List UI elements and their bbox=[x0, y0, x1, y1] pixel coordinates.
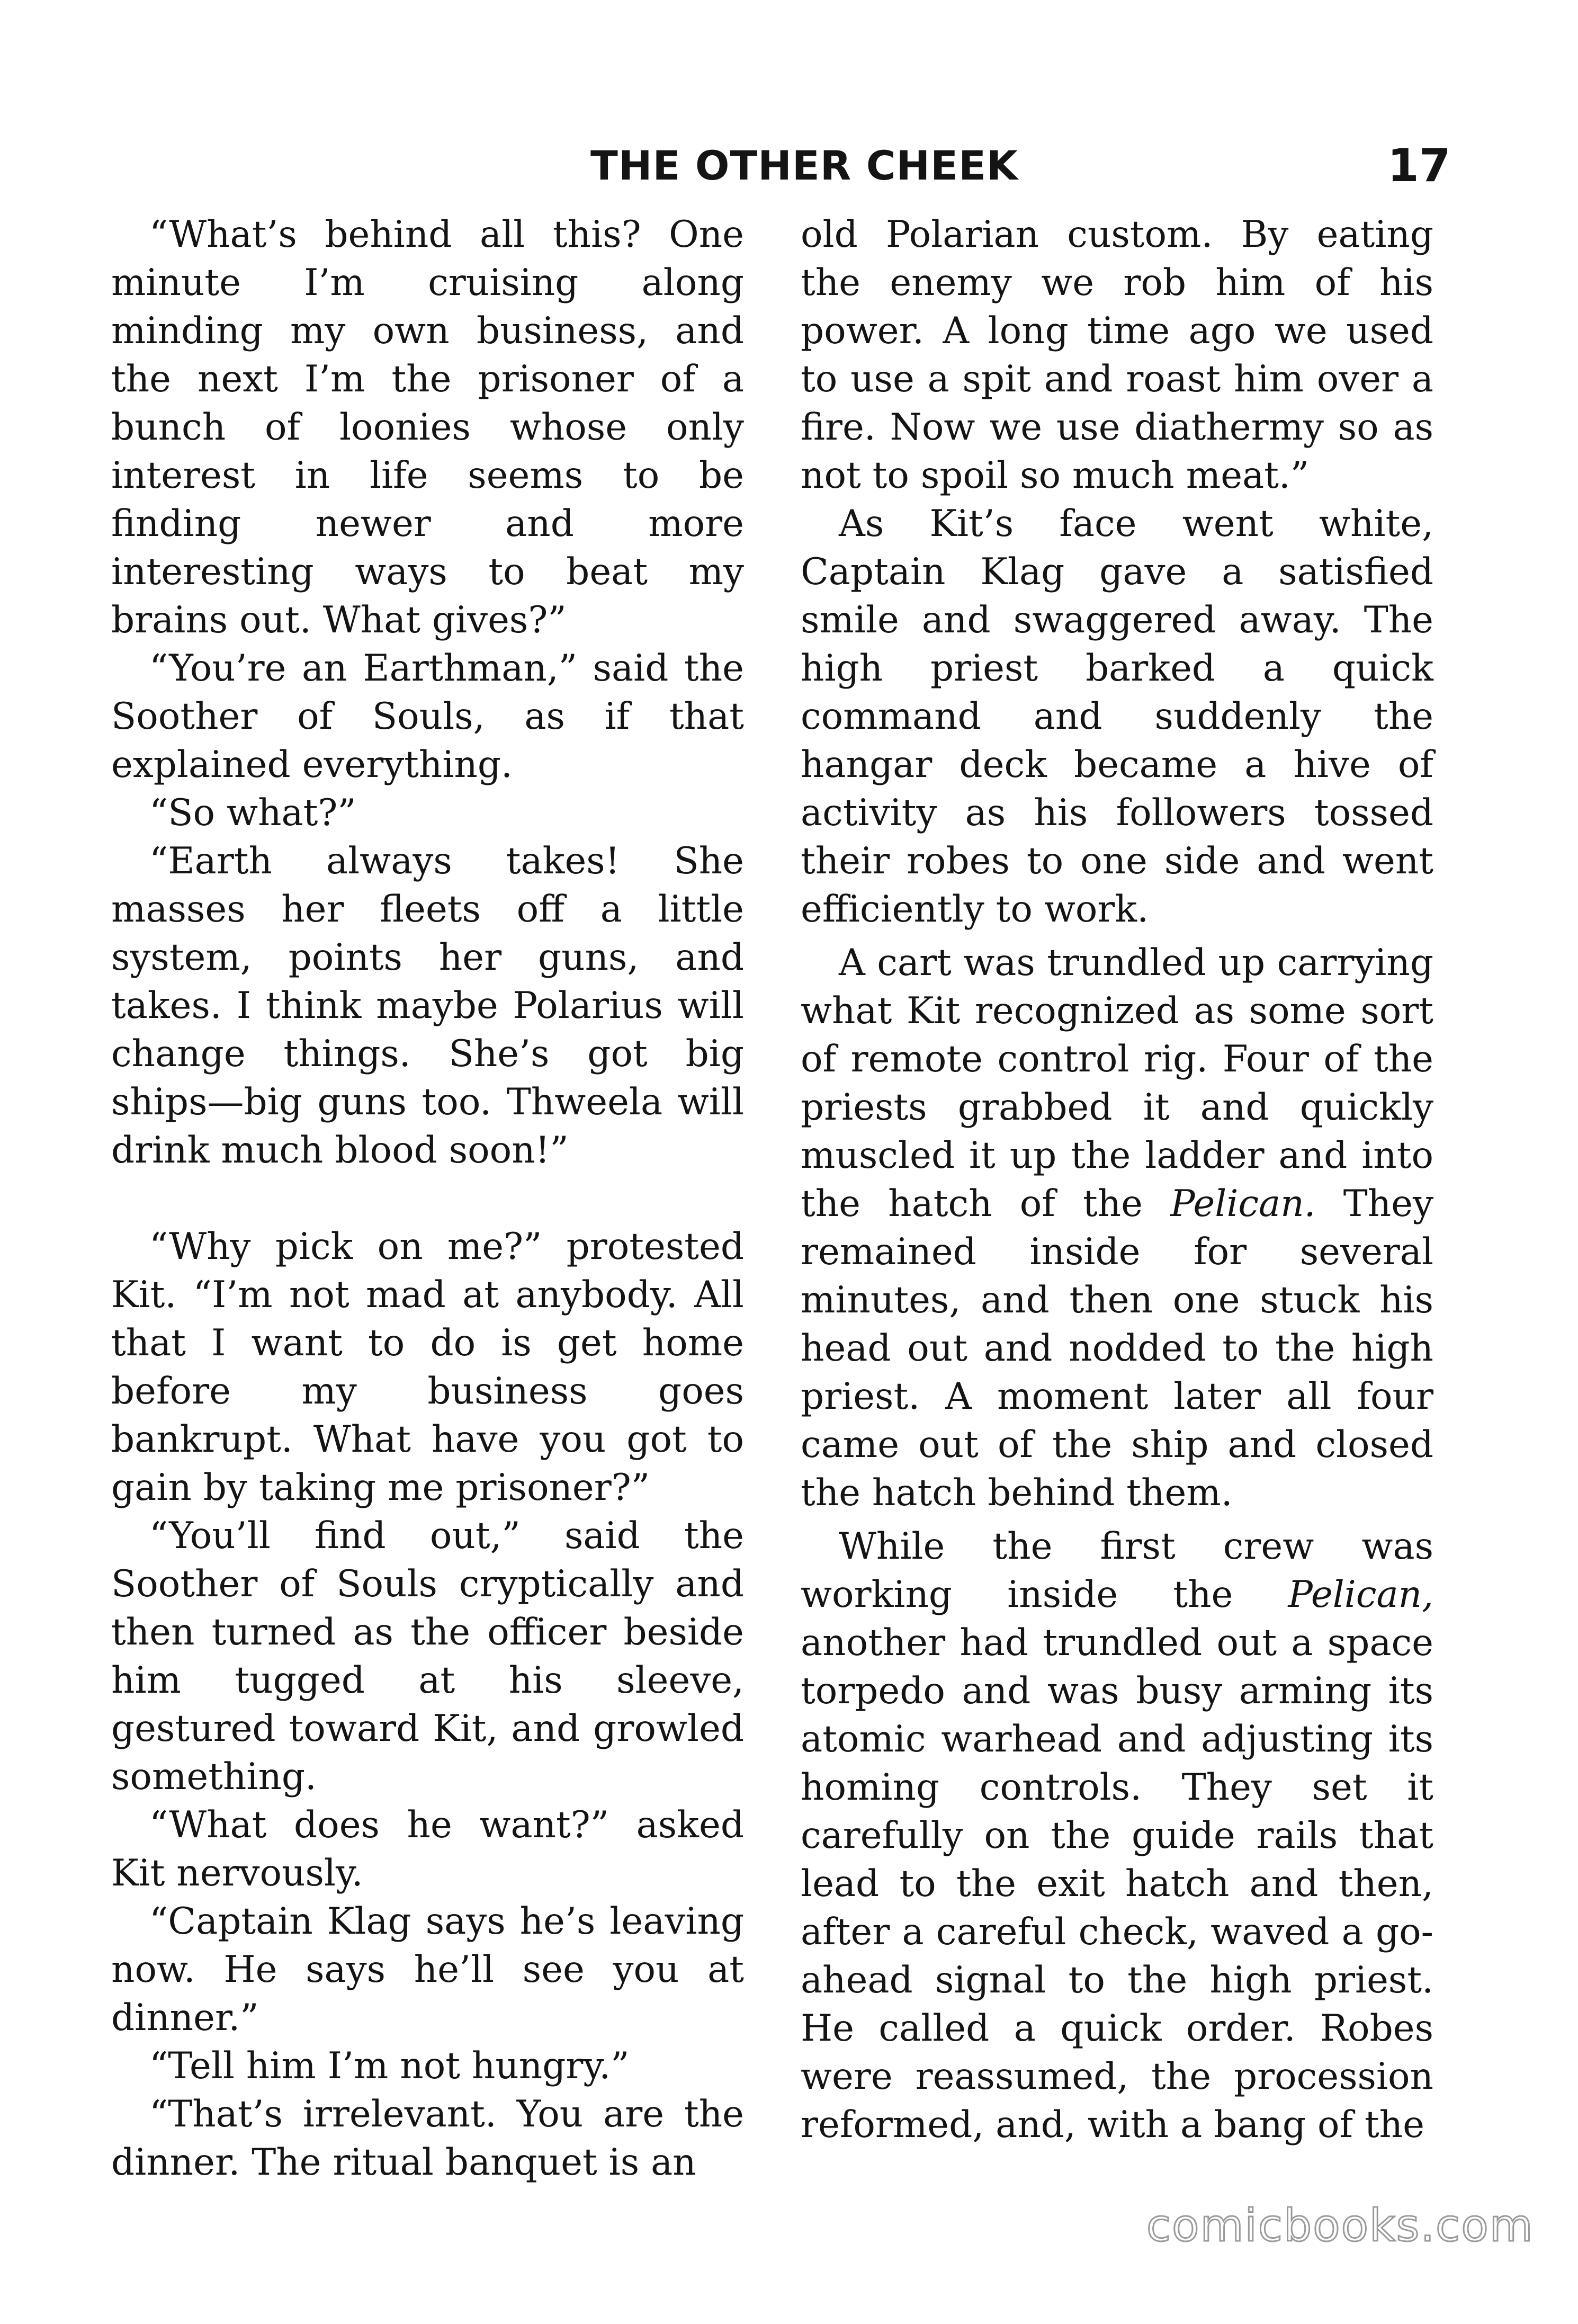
left-column bbox=[111, 211, 744, 2187]
watermark: comicbooks.com bbox=[1146, 2200, 1534, 2251]
paragraph: “What does he want?” asked Kit nervously. bbox=[111, 1804, 744, 1894]
paragraph-text: another had trundled out a space torpedo and was busy arming its atomic warhead and adjusting its homing controls. They set it carefully on the guide rails that lead to the exit hatch and then, after a careful check, waved a go-ahead signal to the high priest. He called a quick order. Robes were reassumed, the procession reformed, and, with a bang of the bbox=[801, 1622, 1433, 2146]
paragraph: “You’re an Earthman,” said the Soother of Souls, as if that explained everything. bbox=[111, 647, 744, 786]
paragraph: “Earth always takes! She masses her fleets off a little system, points her guns, and takes. I think maybe Polarius will change things. She’s got big ships—big guns too. Thweela will drink much blood soon!” bbox=[111, 840, 744, 1172]
paragraph: “That’s irrelevant. You are the dinner. The ritual banquet is an bbox=[111, 2093, 744, 2184]
paragraph-text: While the first crew was working inside the bbox=[801, 1525, 1433, 1616]
paragraph-text: A cart was trundled up carrying what Kit recognized as some sort of remote control rig. Four of the priests grabbed it and quickly muscled it up the ladder and into the hatch of the bbox=[801, 942, 1433, 1225]
ship-name: Pelican, bbox=[1288, 1574, 1433, 1616]
ship-name: Pelican. bbox=[1170, 1183, 1316, 1225]
paragraph: “So what?” bbox=[149, 792, 356, 834]
running-title: THE OTHER CHEEK bbox=[590, 142, 1018, 189]
paragraph-text: They remained inside for several minutes, and then one stuck his head out and nodded to the high priest. A moment later all four came out of the ship and closed the hatch behind them. bbox=[801, 1183, 1433, 1514]
paragraph: As Kit’s face went white, Captain Klag gave a satisfied smile and swaggered away. The high priest barked a quick command and suddenly the hangar deck became a hive of activity as his followers tossed their robes to one side and went efficiently to work. bbox=[801, 503, 1433, 931]
paragraph: “What’s behind all this? One minute I’m cruising along minding my own business, and the next I’m the prisoner of a bunch of loonies whose only interest in life seems to be finding newer and more interesting ways to beat my brains out. What gives?” bbox=[111, 213, 744, 641]
paragraph: old Polarian custom. By eating the enemy we rob him of his power. A long time ago we used to use a spit and roast him over a fire. Now we use diathermy so as not to spoil so much meat.” bbox=[801, 213, 1433, 497]
paragraph: “Why pick on me?” protested Kit. “I’m not mad at anybody. All that I want to do is get home before my business goes bankrupt. What have you got to gain by taking me prisoner?” bbox=[111, 1226, 744, 1509]
paragraph bbox=[801, 939, 1433, 1517]
page-number: 17 bbox=[1387, 139, 1451, 192]
paragraph: “Captain Klag says he’s leaving now. He says he’ll see you at dinner.” bbox=[111, 1900, 744, 2039]
paragraph: “You’ll find out,” said the Soother of Souls cryptically and then turned as the officer beside him tugged at his sleeve, gestured toward Kit, and growled something. bbox=[111, 1515, 744, 1798]
right-column bbox=[801, 211, 1433, 2149]
paragraph bbox=[801, 1523, 1433, 2149]
paragraph: “Tell him I’m not hungry.” bbox=[149, 2045, 630, 2087]
